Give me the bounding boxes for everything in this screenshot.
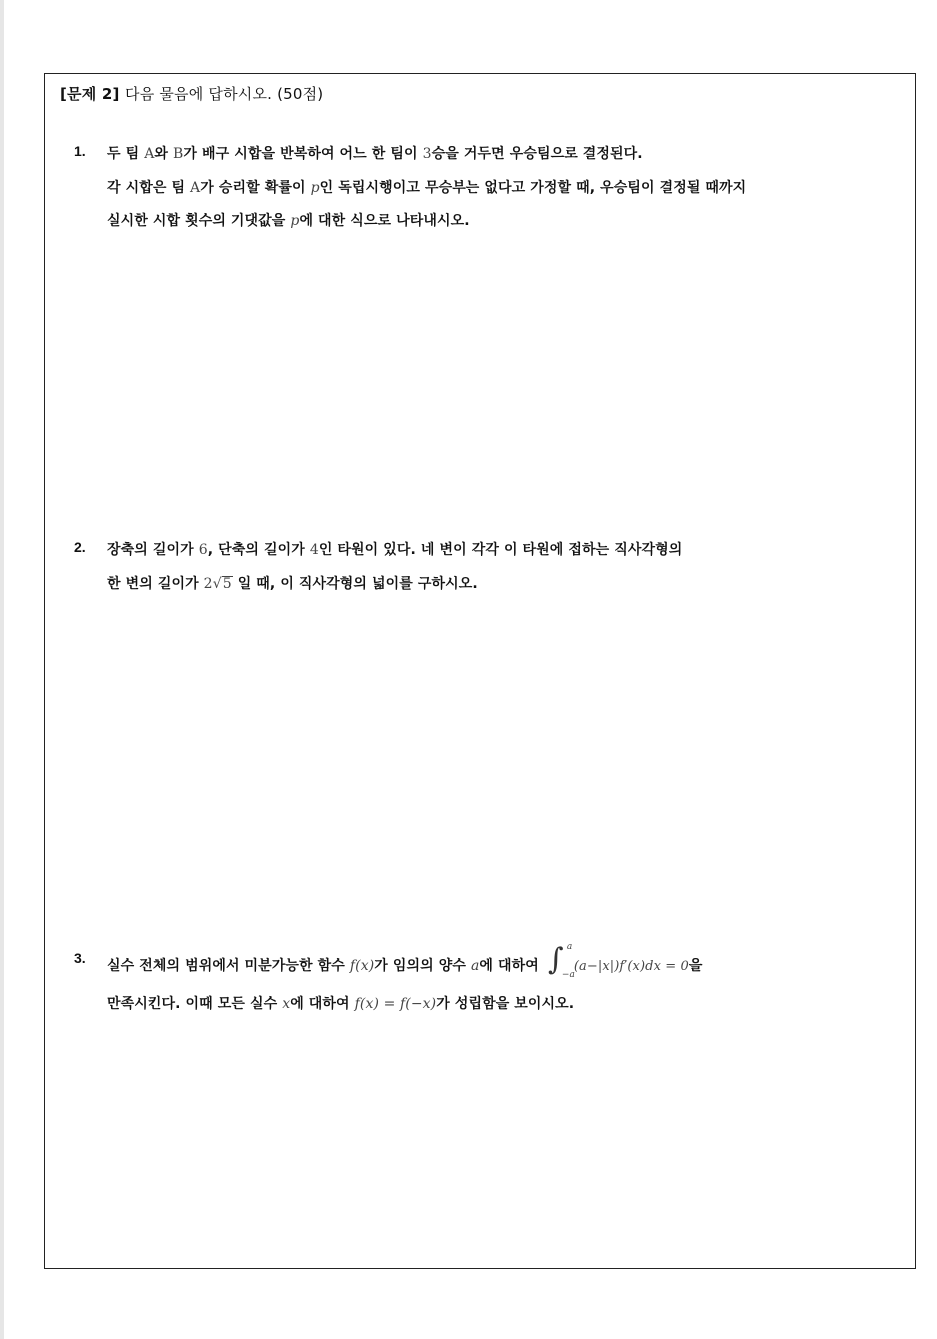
problem-1-number: 1. bbox=[74, 143, 86, 159]
math-team-a: A bbox=[190, 180, 201, 196]
text: 가 임의의 양수 bbox=[374, 958, 471, 974]
text: 가 성립함을 보이시오. bbox=[436, 996, 575, 1012]
text: 실수 전체의 범위에서 미분가능한 함수 bbox=[107, 958, 350, 974]
integral bbox=[547, 942, 575, 980]
page-left-edge bbox=[0, 0, 4, 1339]
math-four: 4 bbox=[309, 542, 319, 558]
math-a: a bbox=[470, 958, 480, 974]
problem-3-line-1 bbox=[107, 942, 703, 980]
problem-2-number: 2. bbox=[74, 539, 86, 555]
math-fx: f(x) bbox=[349, 958, 375, 974]
text: 인 타원이 있다. 네 변이 각각 이 타원에 접하는 직사각형의 bbox=[318, 542, 683, 558]
problem-3-number: 3. bbox=[74, 950, 86, 966]
math-team-b: B bbox=[173, 146, 184, 162]
integral-lower-limit: −a bbox=[561, 970, 575, 980]
math-p: p bbox=[290, 213, 300, 229]
text: 일 때, 이 직사각형의 넓이를 구하시오. bbox=[232, 576, 478, 592]
text: 에 대하여 bbox=[290, 996, 355, 1012]
problem-header bbox=[60, 83, 323, 104]
math-p: p bbox=[310, 180, 320, 196]
text: , 단축의 길이가 bbox=[207, 542, 310, 558]
text: 실시한 시합 횟수의 기댓값을 bbox=[107, 213, 291, 229]
math-three: 3 bbox=[422, 146, 432, 162]
problem-3-line-2 bbox=[107, 993, 574, 1013]
text: 각 시합은 팀 bbox=[107, 180, 191, 196]
text: 인 독립시행이고 무승부는 없다고 가정할 때, 우승팀이 결정될 때까지 bbox=[319, 180, 747, 196]
text: 두 팀 bbox=[107, 146, 145, 162]
math-radicand: 5 bbox=[222, 576, 232, 592]
problem-2-line-1 bbox=[107, 539, 682, 559]
math-x: x bbox=[282, 996, 291, 1012]
math-coef: 2 bbox=[203, 576, 213, 592]
text: 장축의 길이가 bbox=[107, 542, 199, 558]
text: 승을 거두면 우승팀으로 결정된다. bbox=[431, 146, 643, 162]
math-equation: f(x) = f(−x) bbox=[354, 996, 437, 1012]
text: 와 bbox=[154, 146, 174, 162]
problem-1-line-2 bbox=[107, 177, 746, 197]
text: 에 대한 식으로 나타내시오. bbox=[299, 213, 470, 229]
text: 가 승리할 확률이 bbox=[200, 180, 311, 196]
integral-sign: ∫ bbox=[547, 942, 564, 977]
sqrt-sign: √ bbox=[212, 576, 222, 592]
answer-frame bbox=[44, 73, 916, 1269]
problem-2-line-2 bbox=[107, 573, 478, 593]
text: 을 bbox=[688, 958, 703, 974]
header-number: [문제 2] bbox=[60, 85, 120, 103]
math-team-a: A bbox=[144, 146, 155, 162]
integral-upper-limit: a bbox=[566, 942, 573, 952]
header-instruction: 다음 물음에 답하시오. (50점) bbox=[125, 85, 324, 103]
text: 에 대하여 bbox=[479, 958, 544, 974]
math-integrand: (a−|x|)f′(x)dx = 0 bbox=[573, 959, 689, 974]
problem-1-line-1 bbox=[107, 143, 643, 163]
text: 만족시킨다. 이때 모든 실수 bbox=[107, 996, 283, 1012]
text: 한 변의 길이가 bbox=[107, 576, 204, 592]
math-six: 6 bbox=[198, 542, 208, 558]
text: 가 배구 시합을 반복하여 어느 한 팀이 bbox=[183, 146, 423, 162]
problem-1-line-3 bbox=[107, 210, 470, 230]
